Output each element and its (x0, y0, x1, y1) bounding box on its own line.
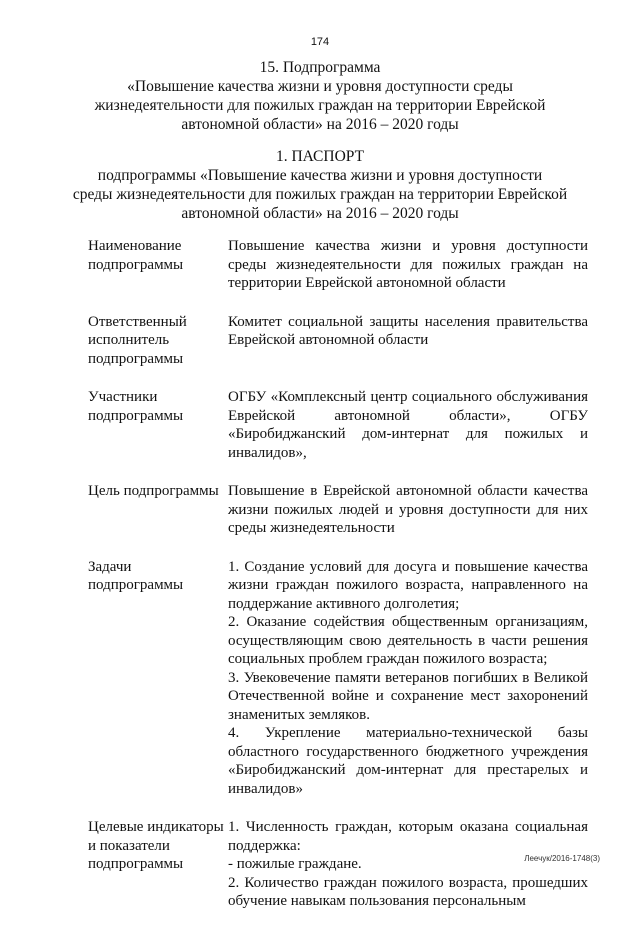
row-paragraph: Повышение качества жизни и уровня доступности среды жизнедеятельности для пожилых граждан на территории Еврейской автономной области (228, 238, 588, 291)
row-label: Участники подпрограммы (88, 389, 184, 424)
row-label: Задачи подпрограммы (88, 558, 184, 593)
passport-subtitle-line: автономной области» на 2016 – 2020 годы (181, 205, 459, 222)
row-label: Ответственный исполнитель подпрограммы (88, 313, 187, 367)
row-value (228, 558, 588, 819)
row-paragraph: 4. Укрепление материально-технической базы областного государственного бюджетного учреждения «Биробиджанский дом-интернат для престарелых и инвалидов» (228, 725, 588, 797)
row-paragraph: ОГБУ «Комплексный центр социального обслуживания Еврейской автономной области», ОГБУ «Биробиджанский дом-интернат для пожилых и инвалидов», (228, 389, 588, 461)
row-paragraph: 3. Увековечение памяти ветеранов погибших в Великой Отечественной войне и сохранение мест захоронений знаменитых земляков. (228, 669, 588, 723)
heading-line: жизнедеятельности для пожилых граждан на территории Еврейской (94, 97, 546, 114)
passport-row-participants (88, 388, 588, 482)
row-label: Наименование подпрограммы (88, 238, 184, 273)
row-paragraph: 1. Создание условий для досуга и повышение качества жизни граждан пожилого возраста, направленного на поддержание активного долголетия; (228, 558, 588, 612)
passport-table (88, 237, 588, 931)
document-code: Леечук/2016-1748(3) (524, 854, 600, 863)
row-value (228, 313, 588, 389)
row-value (228, 388, 588, 482)
row-label: Целевые индикаторы и показатели подпрограммы (88, 819, 224, 872)
passport-row-goal (88, 482, 588, 558)
passport-row-executor (88, 313, 588, 389)
passport-title: 1. ПАСПОРТ (275, 148, 365, 165)
row-paragraph: Повышение в Еврейской автономной области качества жизни пожилых людей и уровня доступности для них среды жизнедеятельности (228, 483, 588, 536)
passport-subtitle-line: подпрограммы «Повышение качества жизни и уровня доступности (97, 167, 543, 184)
passport-row-name (88, 237, 588, 313)
heading-line: 15. Подпрограмма (259, 59, 381, 76)
passport-subtitle-line: среды жизнедеятельности для пожилых граждан на территории Еврейской (72, 186, 568, 203)
row-value (228, 818, 588, 931)
subprogram-heading (0, 58, 640, 134)
row-value (228, 237, 588, 313)
passport-heading (0, 147, 640, 223)
row-paragraph: 2. Оказание содействия общественным организациям, осуществляющим свою деятельность в части решения социальных проблем граждан пожилого возраста; (228, 614, 588, 667)
passport-row-tasks (88, 558, 588, 819)
row-paragraph: 1. Численность граждан, которым оказана социальная поддержка: (228, 819, 588, 854)
row-paragraph: Комитет социальной защиты населения правительства Еврейской автономной области (228, 313, 588, 348)
heading-line: «Повышение качества жизни и уровня доступности среды (127, 78, 513, 95)
row-label: Цель подпрограммы (88, 483, 219, 499)
row-paragraph: 2. Количество граждан пожилого возраста, прошедших обучение навыкам пользования персональным (228, 874, 588, 909)
row-value (228, 482, 588, 558)
passport-row-indicators (88, 818, 588, 931)
heading-line: автономной области» на 2016 – 2020 годы (181, 116, 459, 133)
page-number: 174 (310, 36, 330, 48)
row-paragraph: - пожилые граждане. (228, 856, 362, 872)
